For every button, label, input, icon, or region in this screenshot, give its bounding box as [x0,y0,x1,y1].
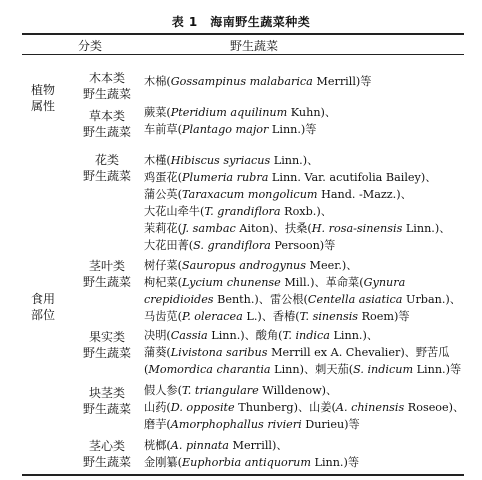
entry-text: Merrill)、 [228,439,288,452]
entry-line [144,237,474,254]
group-label-line2: 野生蔬菜 [82,87,131,101]
group-entries [144,327,474,378]
entry-text: Linn)、刺天茄( [270,363,354,376]
group-label [72,329,142,361]
entry-text: 树仔菜( [144,259,182,272]
group-label-line1: 茎叶类 [88,259,125,273]
entry-line [144,437,474,454]
entry-text: Persoon)等 [270,239,336,252]
entry-text: Urban.)、 [402,293,461,306]
group-entries [144,437,474,471]
table-title: 表 1 海南野生蔬菜种类 [171,15,311,29]
entry-text: Hand. -Mazz.)、 [317,188,412,201]
entry-line [144,454,474,471]
group-label-line1: 茎心类 [88,439,125,453]
entry-text: Durieu)等 [301,418,360,431]
entry-text: Roem)等 [358,310,410,323]
entry-line [144,308,474,325]
entry-text: Linn.)等 [268,123,317,136]
entry-line [144,274,474,291]
latin-name: T. grandiflora [204,205,281,218]
latin-name: T. sinensis [299,310,359,323]
latin-name: A. chinensis [335,401,405,414]
entry-text: Mill.)、革命菜( [280,276,364,289]
group-label-line1: 果实类 [88,330,125,344]
header-rule [22,54,464,55]
header-wild-vegetables: 野生蔬菜 [230,39,279,53]
entry-line [144,257,474,274]
group-label [72,152,142,184]
latin-name: T. triangulare [181,384,259,397]
latin-name: Gynura [363,276,406,289]
category-edible-part [28,291,58,323]
entry-text: 蒲葵( [144,346,171,359]
entry-line [144,291,474,308]
entry-text: 蒲公英( [144,188,182,201]
group-label [72,385,142,417]
latin-name: Hibiscus syriacus [170,154,271,167]
header-classification: 分类 [77,39,102,53]
entry-text: Linn.)、 [329,329,379,342]
entry-line [144,104,474,121]
group-entries [144,73,474,90]
category-plant-attribute [28,82,58,114]
entry-text: 山药( [144,401,171,414]
group-label-line2: 野生蔬菜 [82,455,131,469]
group-label-line1: 木本类 [88,71,125,85]
top-rule [22,33,464,35]
category-label-line1: 植物 [30,83,55,97]
entry-text: Benth.)、雷公根( [213,293,308,306]
entry-line [144,203,474,220]
entry-text: Linn.)、酸角( [207,329,283,342]
entry-line [144,152,474,169]
group-label-line2: 野生蔬菜 [82,275,131,289]
latin-name: S. grandiflora [193,239,271,252]
latin-name: Momordica charantia [148,363,271,376]
group-label-line1: 花类 [94,153,119,167]
entry-text: Linn.)等 [413,363,462,376]
entry-line [144,220,474,237]
group-entries [144,104,474,138]
entry-text: 马齿苋( [144,310,182,323]
latin-name: T. indica [282,329,330,342]
entry-text: 金刚纂( [144,456,182,469]
latin-name: Livistona saribus [170,346,268,359]
entry-line [144,169,474,186]
latin-name: Cassia [170,329,208,342]
group-entries [144,382,474,433]
entry-text: 枸杞菜( [144,276,182,289]
latin-name: J. sambac [181,222,236,235]
latin-name: D. opposite [170,401,235,414]
entry-text: 木棉( [144,75,171,88]
group-entries [144,152,474,254]
latin-name: H. rosa-sinensis [311,222,403,235]
entry-text: 蕨菜( [144,106,171,119]
entry-text: 桄榔( [144,439,171,452]
entry-text: Willdenow)、 [258,384,338,397]
entry-line [144,327,474,344]
entry-text: Merrill)等 [312,75,372,88]
entry-text: 决明( [144,329,171,342]
entry-text: Linn.)、 [270,154,319,167]
group-entries [144,257,474,325]
latin-name: Plumeria rubra [181,171,269,184]
category-label-line2: 属性 [30,99,55,113]
entry-text: 大花田菁( [144,239,194,252]
latin-name: A. pinnata [170,439,229,452]
latin-name: P. oleracea [181,310,243,323]
latin-name: Sauropus androgynus [181,259,306,272]
entry-text: 鸡蛋花( [144,171,182,184]
entry-text: Thunberg)、山姜( [234,401,336,414]
latin-name: Amorphophallus rivieri [170,418,302,431]
entry-text: Meer.)、 [305,259,358,272]
group-label [72,70,142,102]
latin-name: Taraxacum mongolicum [181,188,318,201]
group-label [72,258,142,290]
group-label-line2: 野生蔬菜 [82,125,131,139]
entry-line [144,361,474,378]
entry-text: 磨芋( [144,418,171,431]
entry-text: 假人参( [144,384,182,397]
group-label-line1: 块茎类 [88,386,125,400]
entry-text: 车前草( [144,123,182,136]
entry-text: Roseoe)、 [404,401,465,414]
group-label-line1: 草本类 [88,109,125,123]
latin-name: Lycium chunense [181,276,281,289]
latin-name: Centella asiatica [307,293,403,306]
entry-line [144,73,474,90]
group-label [72,108,142,140]
group-label-line2: 野生蔬菜 [82,169,131,183]
entry-line [144,399,474,416]
entry-text: Kuhn)、 [287,106,337,119]
entry-line [144,382,474,399]
latin-name: Pteridium aquilinum [170,106,288,119]
latin-name: Plantago major [181,123,269,136]
entry-line [144,344,474,361]
entry-text: Merrill ex A. Chevalier)、野苦瓜 [267,346,450,359]
latin-name: S. indicum [353,363,414,376]
entry-text: ( [144,363,149,376]
entry-text: Roxb.)、 [280,205,332,218]
entry-text: Linn. Var. acutifolia Bailey)、 [268,171,437,184]
category-label-line1: 食用 [30,292,55,306]
entry-text: 大花山牵牛( [144,205,205,218]
group-label-line2: 野生蔬菜 [82,346,131,360]
group-label-line2: 野生蔬菜 [82,402,131,416]
latin-name: Euphorbia antiquorum [181,456,311,469]
entry-text: Aiton)、扶桑( [235,222,312,235]
latin-name: crepidioides [144,293,214,306]
latin-name: Gossampinus malabarica [170,75,313,88]
entry-text: 木槿( [144,154,171,167]
bottom-rule [22,474,464,476]
entry-line [144,416,474,433]
entry-line [144,186,474,203]
entry-text: Linn.)、 [402,222,451,235]
group-label [72,438,142,470]
entry-text: L.)、香椿( [242,310,300,323]
entry-line [144,121,474,138]
category-label-line2: 部位 [30,308,55,322]
entry-text: Linn.)等 [310,456,360,469]
entry-text: 茉莉花( [144,222,182,235]
